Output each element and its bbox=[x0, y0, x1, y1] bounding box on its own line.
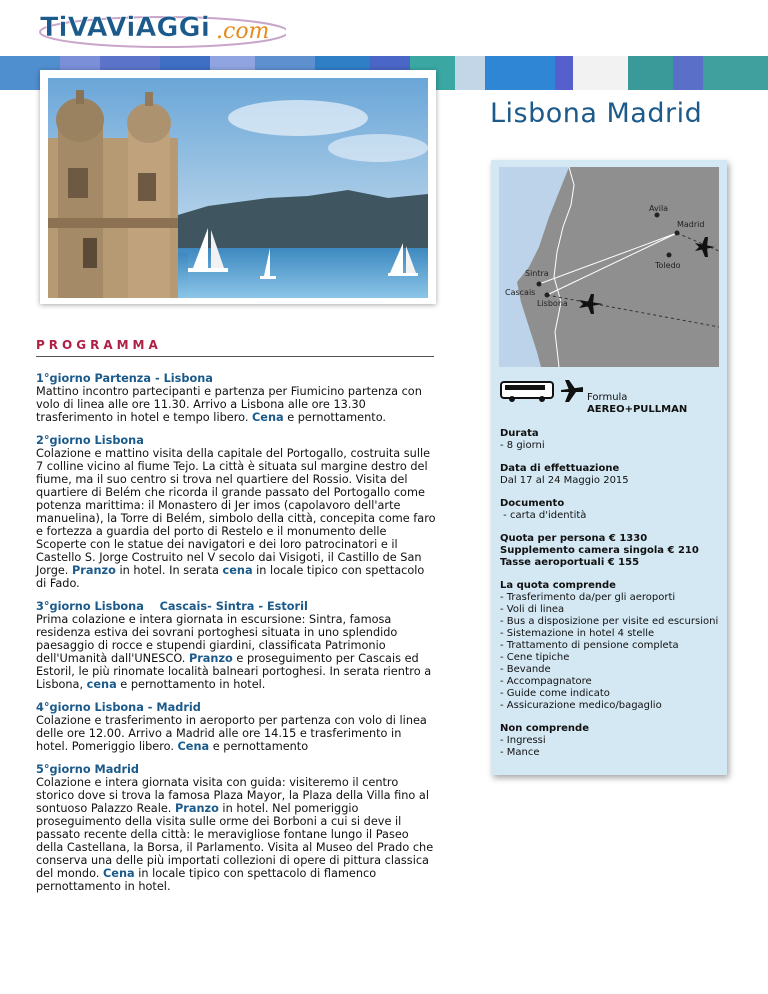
price-block bbox=[500, 533, 722, 569]
comprende-label: La quota comprende bbox=[500, 580, 616, 591]
day-title: 3°giorno Lisbona Cascais- Sintra - Estoril bbox=[36, 600, 308, 613]
day-4 bbox=[36, 701, 436, 753]
quota-price: Quota per persona € 1330 bbox=[500, 533, 648, 544]
trip-details bbox=[500, 428, 722, 770]
day-5 bbox=[36, 763, 436, 893]
data-label: Data di effettuazione bbox=[500, 463, 620, 474]
day-1 bbox=[36, 372, 436, 424]
logo-suffix: .com bbox=[216, 19, 270, 44]
non-comprende-list bbox=[500, 735, 722, 759]
day-3 bbox=[36, 600, 436, 691]
photo-frame bbox=[40, 70, 436, 304]
day-text: Mattino incontro partecipanti e partenza per Fiumicino partenza con volo di linea alle ore 11.30. Arrivo a Lisbona alle ore 13.30 trasferimento in hotel e tempo libero. Cena e pernottamento. bbox=[36, 385, 422, 424]
map-label-toledo: Toledo bbox=[655, 261, 681, 270]
list-item: - Guide come indicato bbox=[500, 688, 610, 699]
day-2 bbox=[36, 434, 436, 590]
list-item: - Ingressi bbox=[500, 735, 546, 746]
documento-block bbox=[500, 498, 722, 522]
list-item: - Voli di linea bbox=[500, 604, 565, 615]
belem-tower-photo bbox=[48, 78, 428, 298]
list-item: - Cene tipiche bbox=[500, 652, 570, 663]
list-item: - Bus a disposizione per visite ed escursioni bbox=[500, 616, 719, 627]
map-label-sintra: Sintra bbox=[525, 269, 549, 278]
map-label-lisbona: Lisbona bbox=[537, 299, 568, 308]
logo-name: TiVAViAGGi bbox=[40, 12, 210, 43]
list-item: - Trasferimento da/per gli aeroporti bbox=[500, 592, 676, 603]
map-label-avila: Avila bbox=[649, 204, 669, 213]
formula-label: Formula bbox=[587, 392, 628, 403]
documento-label: Documento bbox=[500, 498, 565, 509]
day-text: Colazione e intera giornata visita con guida: visiteremo il centro storico dove si trova la famosa Plaza Mayor, la Plaza della Villa fino al sontuoso Palazzo Reale. Pranzo in hotel. Nel pomeriggio proseguimento della visita sulle orme dei Borboni a cui si deve il passato recente della città: le meravigliose fontane lungo il Paseo della Castellana, la Borsa, il Parlamento. Visita al Museo del Prado che conserva una delle più importati collezioni di opere di pittura classica del mondo. Cena in locale tipico con spettacolo di flamenco pernottamento in hotel. bbox=[36, 776, 434, 893]
transport-icons bbox=[499, 378, 585, 404]
list-item: - Trattamento di pensione completa bbox=[500, 640, 679, 651]
day-title: 5°giorno Madrid bbox=[36, 763, 140, 776]
tasse-price: Tasse aeroportuali € 155 bbox=[500, 557, 640, 568]
supplemento-price: Supplemento camera singola € 210 bbox=[500, 545, 699, 556]
itinerary bbox=[36, 372, 436, 903]
route-map bbox=[499, 167, 719, 367]
comprende-block bbox=[500, 580, 722, 712]
non-comprende-label: Non comprende bbox=[500, 723, 589, 734]
list-item: - Accompagnatore bbox=[500, 676, 592, 687]
trip-title: Lisbona Madrid bbox=[490, 98, 703, 129]
non-comprende-block bbox=[500, 723, 722, 759]
divider bbox=[36, 356, 434, 357]
durata-block bbox=[500, 428, 722, 452]
programma-heading: PROGRAMMA bbox=[36, 338, 162, 352]
formula bbox=[587, 392, 687, 416]
logo bbox=[36, 6, 286, 52]
documento-value: - carta d'identità bbox=[500, 510, 587, 521]
comprende-list bbox=[500, 592, 722, 712]
list-item: - Sistemazione in hotel 4 stelle bbox=[500, 628, 655, 639]
bus-icon bbox=[501, 382, 553, 402]
day-text: Colazione e mattino visita della capitale del Portogallo, costruita sulle 7 colline vicino al fiume Tejo. La città è situata sul margine destro del fiume, ma il suo centro si trova nel quartiere del Rossio. Visita del quartiere di Belém che ricorda il grande passato del Portogallo come potenza marittima: il Monastero di Jer imos (capolavoro dell'arte manuelina), la Torre di Belém, simbolo della città, concepita come faro e fortezza a guardia del porto di Restelo e il monumento delle Scoperte con le statue dei navigatori e dei loro patrocinatori e il Castello S. Jorge Costruito nel V secolo dai Visigoti, il Castillo de San Jorge. Pranzo in hotel. In serata cena in locale tipico con spettacolo di Fado. bbox=[36, 447, 436, 590]
formula-value: AEREO+PULLMAN bbox=[587, 404, 688, 415]
map-label-cascais: Cascais bbox=[505, 288, 536, 297]
list-item: - Assicurazione medico/bagaglio bbox=[500, 700, 662, 711]
map-label-madrid: Madrid bbox=[677, 220, 705, 229]
day-title: 4°giorno Lisbona - Madrid bbox=[36, 701, 201, 714]
list-item: - Bevande bbox=[500, 664, 551, 675]
list-item: - Mance bbox=[500, 747, 540, 758]
day-text: Prima colazione e intera giornata in escursione: Sintra, famosa residenza estiva dei sovrani portoghesi situata in uno splendido paesaggio di rocce e stupendi giardini, classificata Patrimonio dell'Umanità dall'UNESCO. Pranzo e proseguimento per Cascais ed Estoril, le più rinomate località balneari portoghesi. In serata rientro a Lisbona, cena e pernottamento in hotel. bbox=[36, 613, 432, 691]
airplane-icon bbox=[561, 380, 583, 402]
durata-label: Durata bbox=[500, 428, 539, 439]
day-title: 1°giorno Partenza - Lisbona bbox=[36, 372, 213, 385]
data-block bbox=[500, 463, 722, 487]
day-text: Colazione e trasferimento in aeroporto per partenza con volo di linea delle ore 12.00. Arrivo a Madrid alle ore 14.15 e trasferimento in hotel. Pomeriggio libero. Cena e pernottamento bbox=[36, 714, 427, 753]
durata-value: - 8 giorni bbox=[500, 440, 545, 451]
day-title: 2°giorno Lisbona bbox=[36, 434, 144, 447]
data-value: Dal 17 al 24 Maggio 2015 bbox=[500, 475, 629, 486]
